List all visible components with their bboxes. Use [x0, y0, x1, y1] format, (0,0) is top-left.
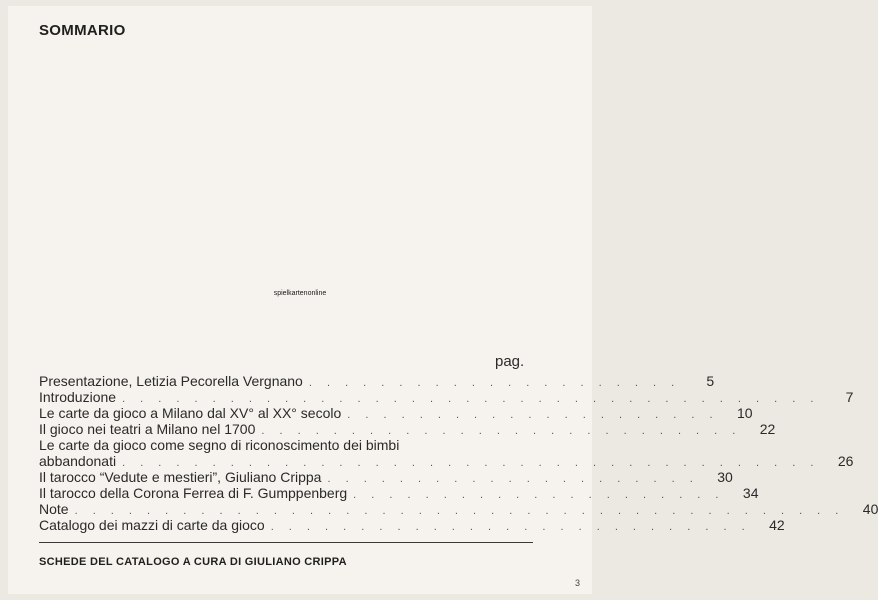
toc-entry-page: 22: [759, 421, 776, 437]
toc-leader-dots: . . . . . . . . . . . . . . . . . . . . . . . . . . . . . . . . . . . . . . .: [122, 393, 820, 405]
toc-entry: [39, 437, 533, 453]
toc-leader-dots: . . . . . . . . . . . . . . . . . . . . .: [353, 489, 725, 501]
toc-leader-dots: . . . . . . . . . . . . . . . . . . . . .: [327, 473, 699, 485]
toc-entry-title: Note: [39, 501, 69, 517]
toc-entry: [39, 389, 854, 405]
toc-entry-page: 40: [862, 501, 878, 517]
toc-entry-title: Catalogo dei mazzi di carte da gioco: [39, 517, 265, 533]
toc-leader-dots: . . . . . . . . . . . . . . . . . . . . . . . . . . . . . . . . . . . . . . .: [122, 457, 820, 469]
toc-entry-page: 30: [717, 469, 733, 485]
toc-entry-page: 26: [837, 453, 854, 469]
table-of-contents: [39, 373, 878, 533]
toc-entry-page: 5: [706, 373, 715, 389]
toc-entry-title: Il tarocco della Corona Ferrea di F. Gumppenberg: [39, 485, 348, 501]
toc-leader-dots: . . . . . . . . . . . . . . . . . . . . . . . . . . .: [270, 521, 751, 533]
toc-leader-dots: . . . . . . . . . . . . . . . . . . . . .: [347, 409, 719, 421]
toc-entry-title: Il gioco nei teatri a Milano nel 1700: [39, 421, 256, 437]
toc-leader-dots: . . . . . . . . . . . . . . . . . . . . . . . . . . .: [261, 425, 742, 437]
toc-entry: [39, 469, 733, 485]
toc-entry: [39, 373, 715, 389]
toc-entry-page: 7: [845, 389, 854, 405]
toc-leader-dots: . . . . . . . . . . . . . . . . . . . . .: [308, 377, 681, 389]
toc-entry-title: Le carte da gioco a Milano dal XV° al XX° secolo: [39, 405, 342, 421]
toc-entry: [39, 405, 753, 421]
page-number: 3: [575, 578, 581, 588]
toc-entry: [39, 421, 776, 437]
toc-entry-page: 42: [769, 517, 785, 533]
toc-entry-title: Presentazione, Letizia Pecorella Vergnano: [39, 373, 303, 389]
watermark-text: spielkartenonline: [273, 290, 327, 297]
page-title: SOMMARIO: [39, 22, 126, 39]
toc-entry-page: 34: [742, 485, 759, 501]
page-column-label: pag.: [495, 353, 525, 370]
toc-entry-page: 10: [737, 405, 753, 421]
toc-entry: [39, 485, 759, 501]
toc-entry-title: abbandonati: [39, 453, 117, 469]
toc-entry-title: Introduzione: [39, 389, 117, 405]
divider-line: [39, 542, 533, 543]
toc-entry-title: Le carte da gioco come segno di riconoscimento dei bimbi: [39, 437, 400, 453]
catalog-credits-heading: SCHEDE DEL CATALOGO A CURA DI GIULIANO CRIPPA: [39, 556, 347, 568]
toc-leader-dots: . . . . . . . . . . . . . . . . . . . . . . . . . . . . . . . . . . . . . . . . . . .: [74, 505, 845, 517]
toc-entry: [39, 517, 785, 533]
toc-entry: [39, 453, 854, 469]
toc-entry-title: Il tarocco “Vedute e mestieri”, Giuliano Crippa: [39, 469, 322, 485]
toc-entry: [39, 501, 878, 517]
